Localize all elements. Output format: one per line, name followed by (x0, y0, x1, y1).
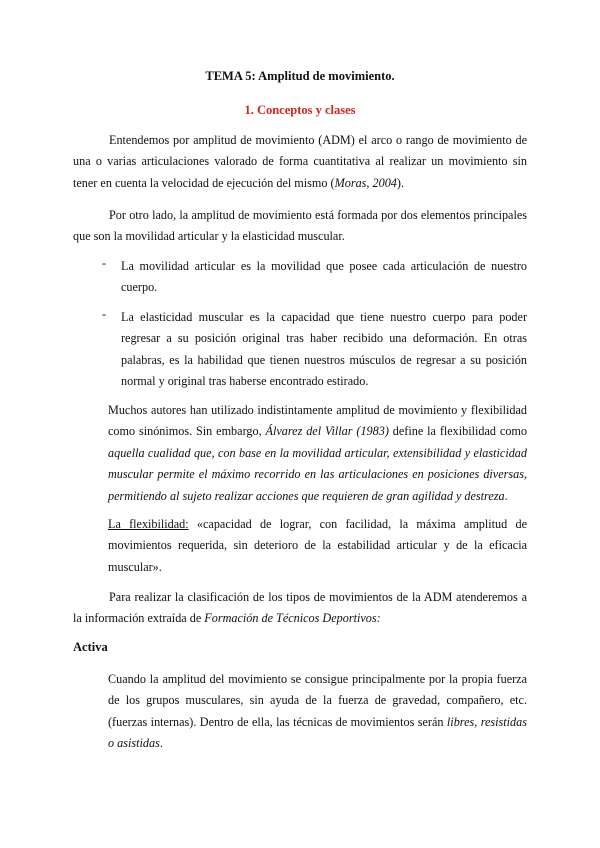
paragraph-text: «capacidad de lograr, con facilidad, la máxima amplitud de movimientos requerida, sin deterioro de la estabilidad articular y de la eficacia muscular». (108, 517, 527, 574)
paragraph-text: define la flexibilidad como (388, 424, 527, 439)
bullet-marker: - (102, 256, 107, 270)
paragraph-text: Cuando la amplitud del movimiento se consigue principalmente por la propia fuerza de los grupos musculares, sin ayuda de la fuerza de gravedad, compañero, etc. (fuerzas internas). Dentro de ella, las técnicas de movimientos serán (108, 672, 527, 729)
paragraph-text-end: ). (396, 175, 404, 190)
paragraph-flexibilidad-authors (108, 400, 527, 507)
paragraph-text: Para realizar la clasificación de los tipos de movimientos de la ADM atenderemos a la información extraída de (73, 590, 527, 626)
paragraph-text: Entendemos por amplitud de movimiento (ADM) el arco o rango de movimiento de una o varias articulaciones valorado de forma cuantitativa al realizar un movimiento sin tener en cuenta la velocidad de ejecución del mismo ( (73, 133, 527, 190)
section-heading: 1. Conceptos y clases (244, 103, 356, 117)
underlined-term: La flexibilidad: (108, 517, 189, 531)
paragraph-definition-adm (73, 130, 527, 194)
paragraph-text: Muchos autores han utilizado indistintamente amplitud de movimiento y flexibilidad como sinónimos. Sin embargo, (108, 403, 527, 439)
technique-types: libres, resistidas o asistidas (108, 714, 527, 751)
page-title: TEMA 5: Amplitud de movimiento. (205, 69, 395, 83)
paragraph-text-end: . (159, 736, 163, 751)
list-item-movilidad: La movilidad articular es la movilidad que posee cada articulación de nuestro cuerpo. (121, 259, 527, 295)
paragraph-components: Por otro lado, la amplitud de movimiento está formada por dos elementos principales que son la movilidad articular y la elasticidad muscular. (73, 208, 527, 244)
list-item-elasticidad: La elasticidad muscular es la capacidad que tiene nuestro cuerpo para poder regresar a su posición original tras haber recibido una deformación. En otras palabras, es la habilidad que tienen nuestros músculos de regresar a su posición normal y original tras haberse encontrado estirado. (121, 310, 527, 389)
quoted-definition: aquella cualidad que, con base en la movilidad articular, extensibilidad y elasticidad muscular permite el máximo recorrido en las articulaciones en posiciones diversas, permitiendo al sujeto realizar acciones que requieren de gran agilidad y destreza (108, 445, 527, 503)
subheading-activa: Activa (73, 640, 108, 654)
source-title: Formación de Técnicos Deportivos: (204, 611, 381, 626)
bullet-marker: - (102, 307, 107, 321)
paragraph-text-end: . (504, 488, 508, 503)
paragraph-classification (73, 587, 527, 630)
paragraph-flexibilidad-definition (108, 514, 527, 578)
citation: Álvarez del Villar (1983) (265, 424, 389, 439)
paragraph-activa (108, 669, 527, 755)
citation: Moras, 2004 (334, 175, 397, 190)
